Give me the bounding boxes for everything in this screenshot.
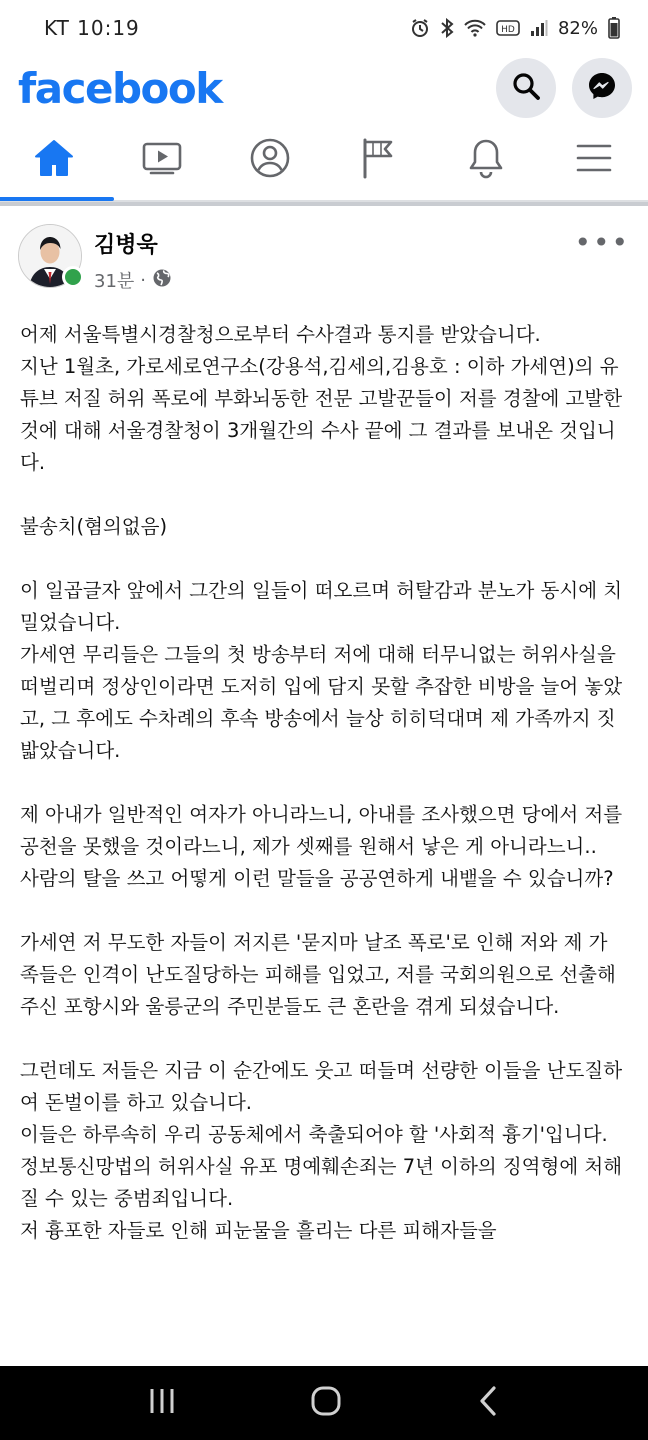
- home-circle-icon: [310, 1402, 342, 1421]
- battery-icon: [608, 17, 620, 39]
- bluetooth-icon: [440, 18, 454, 38]
- search-button[interactable]: [496, 58, 556, 118]
- author-info: [94, 224, 172, 293]
- search-icon: [511, 71, 541, 105]
- status-icons: [410, 17, 620, 39]
- messenger-icon: [586, 70, 618, 106]
- post-meta: [94, 267, 172, 293]
- tab-video[interactable]: [122, 121, 202, 199]
- post-paragraph: 제 아내가 일반적인 여자가 아니라느니, 아내를 조사했으면 당에서 저를 공천을 못했을 것이라느니, 제가 셋째를 원해서 낳은 게 아니라느니.. 사람의 탈을 쓰고 어떻게 이런 말들을 공공연하게 내뱉을 수 있습니까?: [20, 803, 623, 890]
- tab-notifications[interactable]: [446, 121, 526, 199]
- status-bar: [0, 0, 648, 56]
- post-time[interactable]: 31분: [94, 271, 135, 292]
- tab-profile[interactable]: [230, 121, 310, 199]
- facebook-logo[interactable]: facebook: [18, 63, 222, 113]
- post-paragraph: 어제 서울특별시경찰청으로부터 수사결과 통지를 받았습니다. 지난 1월초, 가로세로연구소(강용석,김세의,김용호 : 이하 가세연)의 유튜브 저질 허위 폭로에 부화뇌동한 전문 고발꾼들이 저를 경찰에 고발한 것에 대해 서울경찰청이 3개월간의 수사 끝에 그 결과를 보내온 것입니다.: [20, 323, 623, 474]
- post: [0, 206, 648, 1247]
- globe-icon: [152, 268, 172, 293]
- menu-icon: [574, 141, 614, 179]
- alarm-icon: [410, 18, 430, 38]
- system-navigation-bar: [0, 1366, 648, 1440]
- header-actions: [496, 58, 632, 118]
- profile-icon: [249, 137, 291, 183]
- hd-icon: [496, 20, 520, 36]
- battery-level: 82%: [557, 17, 598, 39]
- app-header: [0, 56, 648, 120]
- home-icon: [33, 138, 75, 182]
- signal-icon: [530, 19, 548, 37]
- back-button[interactable]: [475, 1385, 501, 1421]
- post-header: [0, 206, 648, 293]
- svg-text:HD: HD: [501, 25, 515, 35]
- pages-flag-icon: [358, 137, 398, 183]
- more-icon: •••: [574, 226, 630, 259]
- author-avatar[interactable]: [18, 224, 82, 288]
- home-button[interactable]: [310, 1385, 342, 1421]
- wifi-icon: [464, 19, 486, 37]
- video-icon: [141, 140, 183, 180]
- recents-button[interactable]: [147, 1386, 177, 1420]
- author-name[interactable]: 김병욱: [94, 233, 158, 258]
- post-paragraph: 그런데도 저들은 지금 이 순간에도 웃고 떠들며 선량한 이들을 난도질하여 돈벌이를 하고 있습니다. 이들은 하루속히 우리 공동체에서 축출되어야 할 '사회적 흉기'입니다. 정보통신망법의 허위사실 유포 명예훼손죄는 7년 이하의 징역형에 처해 질 수 있는 중범죄입니다. 저 흉포한 자들로 인해 피눈물을 흘리는 다른 피해자들을: [20, 1059, 623, 1242]
- post-paragraph: 불송치(혐의없음): [20, 515, 168, 538]
- carrier-time: KT 10:19: [44, 16, 140, 40]
- post-paragraph: 가세연 저 무도한 자들이 저지른 '묻지마 날조 폭로'로 인해 저와 제 가족들은 인격이 난도질당하는 피해를 입었고, 저를 국회의원으로 선출해 주신 포항시와 울릉군의 주민분들도 큰 혼란을 겪게 되셨습니다.: [20, 931, 616, 1018]
- tab-pages[interactable]: [338, 121, 418, 199]
- post-paragraph: 이 일곱글자 앞에서 그간의 일들이 떠오르며 허탈감과 분노가 동시에 치밀었습니다. 가세연 무리들은 그들의 첫 방송부터 저에 대해 터무니없는 허위사실을 떠벌리며 정상인이라면 도저히 입에 담지 못할 추잡한 비방을 늘어 놓았고, 그 후에도 수차례의 후속 방송에서 늘상 히히덕대며 제 가족까지 짓밟았습니다.: [20, 579, 623, 762]
- bell-icon: [466, 137, 506, 183]
- meta-separator: ·: [140, 269, 147, 291]
- main-nav: [0, 120, 648, 202]
- tab-home[interactable]: [14, 121, 94, 199]
- messenger-button[interactable]: [572, 58, 632, 118]
- recents-icon: [147, 1401, 177, 1420]
- back-icon: [475, 1402, 501, 1421]
- more-options-button[interactable]: [574, 226, 630, 259]
- post-body: [0, 293, 648, 1247]
- tab-menu[interactable]: [554, 121, 634, 199]
- online-status-dot: [62, 266, 84, 288]
